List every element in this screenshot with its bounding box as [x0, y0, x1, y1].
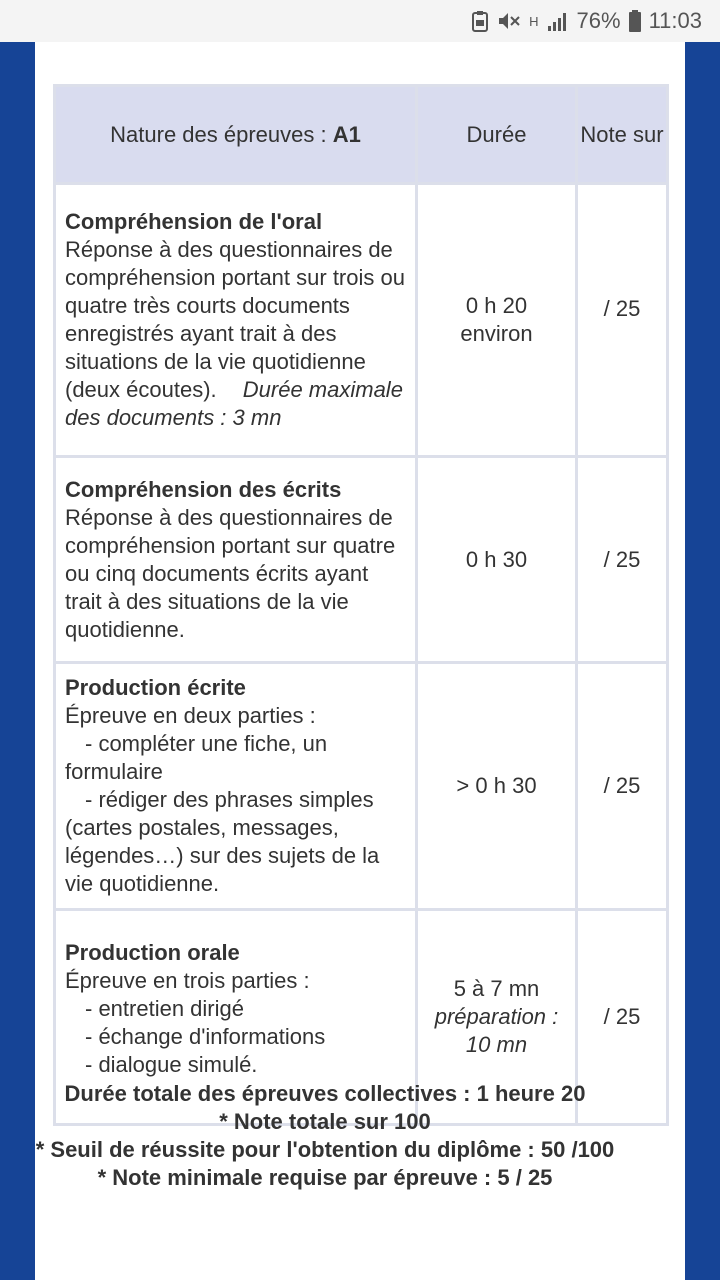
score-cell: / 25	[578, 458, 666, 661]
header-nature: Nature des épreuves : A1	[56, 87, 415, 182]
table-header-row	[56, 87, 666, 182]
right-margin-bar	[685, 42, 720, 1280]
battery-percent: 76%	[576, 8, 621, 33]
network-type: H	[529, 13, 539, 29]
row-title: Production écrite	[65, 675, 246, 700]
duration-cell: 5 à 7 mn préparation : 10 mn	[418, 911, 575, 1123]
pass-threshold: * Seuil de réussite pour l'obtention du diplôme : 50 /100	[35, 1137, 615, 1162]
row-title: Compréhension des écrits	[65, 476, 342, 502]
total-score: * Note totale sur 100	[219, 1109, 431, 1134]
duration-cell: 0 h 30	[418, 458, 575, 661]
signal-icon	[547, 10, 569, 32]
row-text: Réponse à des questionnaires de compréhension portant sur quatre ou cinq documents écrits ayant trait à des situations de la vie quotidienne.	[65, 504, 396, 642]
table-row	[56, 458, 666, 661]
header-score: Note sur	[578, 87, 666, 182]
clipboard-icon	[471, 10, 489, 32]
summary-footer	[30, 1080, 620, 1192]
row-title: Production orale	[65, 940, 240, 965]
score-cell: / 25	[578, 664, 666, 908]
duration-note: préparation : 10 mn	[434, 1004, 559, 1057]
score-cell: / 25	[578, 185, 666, 455]
list-item: - échange d'informations	[85, 1024, 326, 1049]
row-note: Durée maximale des documents : 3 mn	[65, 377, 403, 430]
minimum-score: * Note minimale requise par épreuve : 5 / 25	[97, 1165, 553, 1190]
list-item: - rédiger des phrases simples (cartes postales, messages, légendes…) sur des sujets de la vie quotidienne.	[65, 787, 380, 896]
total-duration: Durée totale des épreuves collectives : 1 heure 20	[64, 1081, 586, 1106]
list-item: - entretien dirigé	[85, 996, 244, 1021]
duration-cell: 0 h 20 environ	[418, 185, 575, 455]
clock: 11:03	[648, 8, 702, 33]
row-text: Épreuve en deux parties :	[65, 703, 316, 728]
header-level: A1	[332, 121, 361, 147]
row-text: Réponse à des questionnaires de compréhension portant sur trois ou quatre très courts documents enregistrés ayant trait à des situations de la vie quotidienne (deux écoutes).	[65, 237, 405, 402]
score-cell: / 25	[578, 911, 666, 1123]
nature-cell	[56, 458, 415, 661]
mute-icon	[497, 10, 521, 32]
table-row	[56, 664, 666, 908]
nature-cell	[56, 185, 415, 455]
header-duration: Durée	[418, 87, 575, 182]
list-item: - compléter une fiche, un formulaire	[65, 731, 328, 784]
duration-cell: > 0 h 30	[418, 664, 575, 908]
table-row	[56, 185, 666, 455]
battery-icon	[629, 10, 641, 32]
row-text: Épreuve en trois parties :	[65, 968, 310, 993]
list-item: - dialogue simulé.	[85, 1052, 258, 1077]
status-bar	[0, 0, 720, 42]
exam-table	[53, 84, 669, 1126]
nature-cell	[56, 664, 415, 908]
row-title: Compréhension de l'oral	[65, 209, 323, 234]
